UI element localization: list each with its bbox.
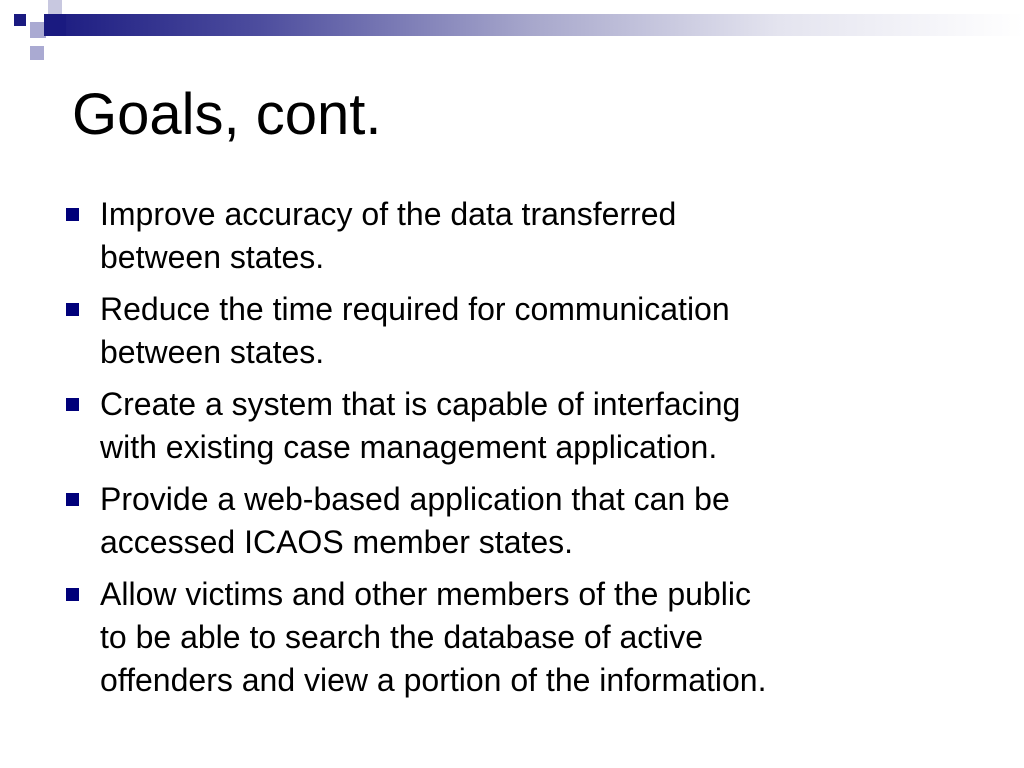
bullet-text-line: with existing case management application. — [100, 429, 718, 465]
bullet-item — [62, 288, 962, 374]
header-gradient-bar — [44, 14, 1024, 36]
slide-title: Goals, cont. — [72, 82, 382, 147]
bullet-text-line: between states. — [100, 239, 325, 275]
square-bullet-icon — [66, 208, 79, 221]
bullet-list — [62, 193, 962, 711]
bullet-text-line: Provide a web-based application that can be — [100, 481, 730, 517]
square-bullet-icon — [66, 303, 79, 316]
bullet-item — [62, 478, 962, 564]
bullet-text-line: accessed ICAOS member states. — [100, 524, 574, 560]
bullet-text-line: Allow victims and other members of the public — [100, 576, 751, 612]
bullet-item — [62, 193, 962, 279]
bullet-item — [62, 573, 962, 702]
square-bullet-icon — [66, 493, 79, 506]
bullet-item — [62, 383, 962, 469]
square-bullet-icon — [66, 588, 79, 601]
bullet-text-line: between states. — [100, 334, 325, 370]
bullet-text-line: Create a system that is capable of interfacing — [100, 386, 741, 422]
bullet-text-line: Improve accuracy of the data transferred — [100, 196, 677, 232]
decorative-square — [48, 0, 62, 14]
decorative-square — [44, 14, 66, 36]
bullet-text-line: to be able to search the database of active — [100, 619, 704, 655]
bullet-text-line: offenders and view a portion of the information. — [100, 662, 767, 698]
bullet-text-line: Reduce the time required for communication — [100, 291, 730, 327]
decorative-square — [30, 46, 44, 60]
decorative-square — [14, 14, 26, 26]
square-bullet-icon — [66, 398, 79, 411]
